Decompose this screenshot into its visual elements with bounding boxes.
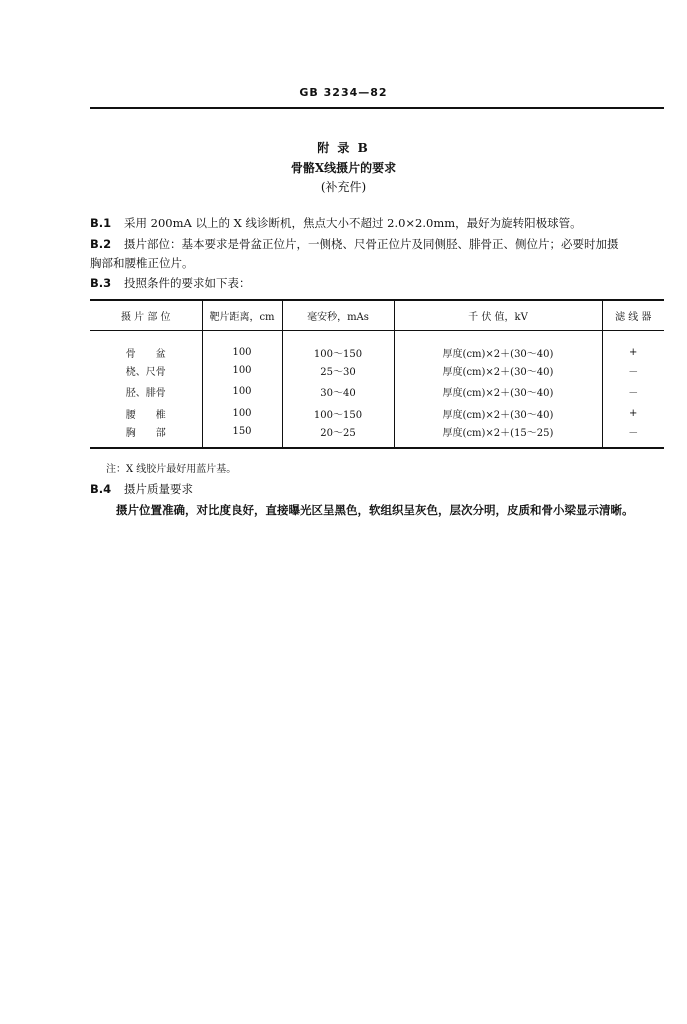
header-cell: 千 伏 值，kV: [394, 300, 602, 330]
exposure-conditions-table: [90, 299, 664, 449]
table-cell: 25～30: [282, 360, 394, 382]
clause-number: B.1: [90, 216, 112, 230]
table-row: [90, 424, 664, 448]
clause-text: 摄片部位：基本要求是骨盆正位片，一侧桡、尺骨正位片及同侧胫、腓骨正、侧位片；必要时加摄: [124, 237, 619, 251]
table-cell: 20～25: [282, 424, 394, 448]
clause-number: B.2: [90, 237, 112, 251]
table-cell: 厚度(cm)×2＋(30～40): [394, 403, 602, 425]
table-cell: －: [602, 360, 664, 382]
table-row: [90, 330, 664, 360]
header-cell: 靶片距离，cm: [202, 300, 282, 330]
table-header-row: [90, 300, 664, 330]
clause-number: B.4: [90, 482, 112, 496]
table-row: [90, 381, 664, 403]
table-cell: 胸 部: [125, 428, 166, 439]
table-row: [90, 360, 664, 382]
header-cell: 毫安秒，mAs: [282, 300, 394, 330]
table-cell: 100: [202, 403, 282, 425]
table-cell: 150: [202, 424, 282, 448]
clause-b2: [90, 237, 619, 252]
table-cell: 厚度(cm)×2＋(30～40): [394, 360, 602, 382]
table-cell: 厚度(cm)×2＋(30～40): [394, 330, 602, 360]
clause-b4-heading: [90, 481, 193, 497]
clause-title: 摄片质量要求: [124, 482, 193, 496]
clause-b2-continued: 胸部和腰椎正位片。: [90, 256, 194, 270]
table-row: [90, 403, 664, 425]
table-cell: 100: [202, 381, 282, 403]
clause-b4-text: 摄片位置准确，对比度良好，直接曝光区呈黑色，软组织呈灰色，层次分明，皮质和骨小梁显示清晰。: [116, 503, 634, 517]
clause-text: 采用 200mA 以上的 X 线诊断机，焦点大小不超过 2.0×2.0mm，最好为旋转阳极球管。: [124, 216, 582, 230]
table-note: 注：X 线胶片最好用蓝片基。: [106, 464, 237, 475]
appendix-title: 骨骼X线摄片的要求: [290, 161, 397, 175]
appendix-subtitle: (补充件): [320, 180, 367, 194]
table-cell: 厚度(cm)×2＋(30～40): [394, 381, 602, 403]
table-cell: 100: [202, 330, 282, 360]
table-cell: 100: [202, 360, 282, 382]
header-cell: 摄 片 部 位: [90, 300, 202, 330]
table-cell: 100～150: [282, 330, 394, 360]
table-cell: 腰 椎: [125, 409, 166, 421]
table-cell: －: [602, 424, 664, 448]
clause-number: B.3: [90, 276, 112, 290]
clause-text: 投照条件的要求如下表：: [124, 276, 251, 290]
table-cell: 30～40: [282, 381, 394, 403]
appendix-label: 附 录 B: [317, 141, 370, 155]
clause-b1: [90, 216, 582, 231]
table-cell: +: [602, 330, 664, 360]
table-cell: 桡、尺骨: [125, 366, 166, 378]
table-cell: 100～150: [282, 403, 394, 425]
table-cell: +: [602, 403, 664, 425]
table-cell: －: [602, 381, 664, 403]
standard-code-header: GB 3234—82: [299, 86, 388, 99]
clause-b3: [90, 276, 251, 291]
table-cell: 厚度(cm)×2＋(15～25): [394, 424, 602, 448]
header-rule: [90, 107, 664, 109]
header-cell: 滤 线 器: [602, 300, 664, 330]
table-cell: 骨 盆: [125, 348, 166, 360]
table-cell: 胫、腓骨: [125, 388, 166, 400]
